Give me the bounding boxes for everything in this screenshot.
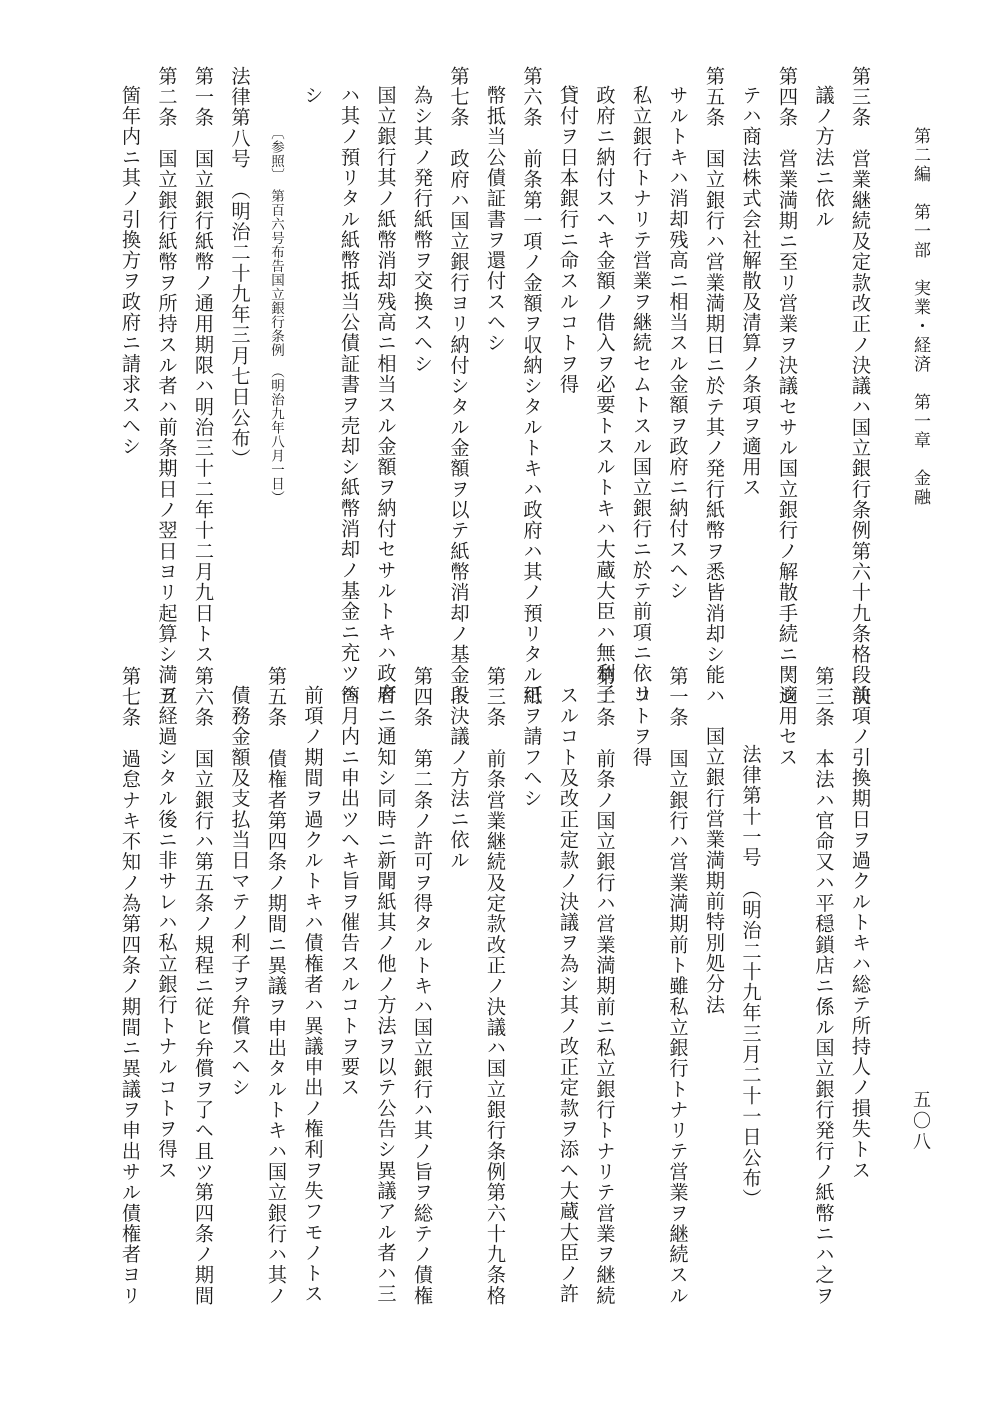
text-line: 私立銀行トナリテ営業ヲ継続セムトスル国立銀行ニ於テ前項ニ依リ <box>630 85 653 705</box>
text-line: サルトキハ消却残高ニ相当スル金額ヲ政府ニ納付スヘシ <box>666 85 690 602</box>
text-line: 第六条 国立銀行ハ第五条ノ規程ニ従ヒ弁償ヲ了ヘ且ツ第四条ノ期間 <box>192 666 215 1307</box>
text-line: 第三条 営業継続及定款改正ノ決議ハ国立銀行条例第六十九条格段決 <box>849 66 872 707</box>
text-line: 前項ノ引換期日ヲ過クルトキハ総テ所持人ノ損失トス <box>849 685 872 1181</box>
page-number: 五〇八 <box>910 1090 931 1153</box>
text-line: 国立銀行営業満期前特別処分法 <box>703 726 726 1016</box>
lower-text-block <box>70 666 878 1307</box>
text-line: 第一条 国立銀行紙幣ノ通用期限ハ明治三十二年十二月九日トス <box>192 66 215 665</box>
text-line: 第五条 国立銀行ハ営業満期日ニ於テ其ノ発行紙幣ヲ悉皆消却シ能ハ <box>703 66 726 707</box>
text-line: 法律第十一号 （明治二十九年三月二十一日公布） <box>739 744 763 1210</box>
text-line: 議ノ方法ニ依ル <box>812 85 836 230</box>
text-line: ヲ経過シタル後ニ非サレハ私立銀行トナルコトヲ得ス <box>155 685 179 1181</box>
text-line: 前項ノ期間ヲ過クルトキハ債権者ハ異議申出ノ権利ヲ失フモノトス <box>301 685 325 1305</box>
text-line: 第二条 国立銀行紙幣ヲ所持スル者ハ前条期日ノ翌日ヨリ起算シ満五 <box>155 66 179 707</box>
text-line: スルコト及改正定款ノ決議ヲ為シ其ノ改正定款ヲ添ヘ大蔵大臣ノ許 <box>557 685 580 1305</box>
text-line: シ <box>301 85 325 106</box>
text-line: 箇月内ニ申出ツヘキ旨ヲ催告スルコトヲ要ス <box>338 685 361 1098</box>
text-line: 箇年内ニ其ノ引換方ヲ政府ニ請求スヘシ <box>119 85 142 457</box>
text-line: 第三条 前条営業継続及定款改正ノ決議ハ国立銀行条例第六十九条格 <box>484 666 507 1307</box>
text-line: 第四条 第二条ノ許可ヲ得タルトキハ国立銀行ハ其ノ旨ヲ総テノ債権 <box>411 666 434 1307</box>
text-line: 段決議ノ方法ニ依ル <box>447 685 471 871</box>
text-line: 政府ニ納付スヘキ金額ノ借入ヲ必要トスルトキハ大蔵大臣ハ無利子 <box>593 85 617 705</box>
text-line: 国立銀行其ノ紙幣消却残高ニ相当スル金額ヲ納付セサルトキハ政府 <box>374 85 398 705</box>
text-line: 幣抵当公債証書ヲ還付スヘシ <box>484 85 507 354</box>
text-line: 債務金額及支払当日マテノ利子ヲ弁償スヘシ <box>228 685 252 1098</box>
text-line: 者ニ通知シ同時ニ新聞紙其ノ他ノ方法ヲ以テ公告シ異議アル者ハ三 <box>374 685 398 1305</box>
text-line: テハ商法株式会社解散及清算ノ条項ヲ適用ス <box>739 85 763 498</box>
text-line: 第三条 本法ハ官命又ハ平穏鎖店ニ係ル国立銀行発行ノ紙幣ニハ之ヲ <box>812 666 836 1307</box>
running-head: 第二編 第一部 実業・経済 第一章 金融 <box>910 127 930 507</box>
text-line: 〔参照〕 第百六号布告国立銀行条例 （明治九年八月一日） <box>268 126 284 505</box>
upper-text-block <box>70 66 878 707</box>
text-line: 為シ其ノ発行紙幣ヲ交換スヘシ <box>411 85 434 375</box>
text-line: 適用セス <box>776 685 799 768</box>
text-line: 第五条 債権者第四条ノ期間ニ異議ヲ申出タルトキハ国立銀行ハ其ノ <box>265 666 288 1307</box>
text-line: ハ其ノ預リタル紙幣抵当公債証書ヲ売却シ紙幣消却ノ基金ニ充ツヘ <box>338 85 361 705</box>
text-line: 第六条 前条第一項ノ金額ヲ収納シタルトキハ政府ハ其ノ預リタル紙 <box>520 66 544 707</box>
text-line: 第七条 政府ハ国立銀行ヨリ納付シタル金額ヲ以テ紙幣消却ノ基金ト <box>447 66 471 707</box>
text-line: 貸付ヲ日本銀行ニ命スルコトヲ得 <box>557 85 580 395</box>
text-line: コトヲ得 <box>630 685 653 768</box>
text-line: 法律第八号 （明治二十九年三月七日公布） <box>228 66 252 470</box>
text-line: 第四条 営業満期ニ至リ営業ヲ決議セサル国立銀行ノ解散手続ニ関シ <box>776 66 799 707</box>
text-line: 第一条 国立銀行ハ営業満期前ト雖私立銀行トナリテ営業ヲ継続スル <box>666 666 690 1307</box>
text-line: 第二条 前条ノ国立銀行ハ営業満期前ニ私立銀行トナリテ営業ヲ継続 <box>593 666 617 1307</box>
text-line: 可ヲ請フヘシ <box>520 685 544 809</box>
text-line: 第七条 過怠ナキ不知ノ為第四条ノ期間ニ異議ヲ申出サル債権者ヨリ <box>119 666 142 1307</box>
